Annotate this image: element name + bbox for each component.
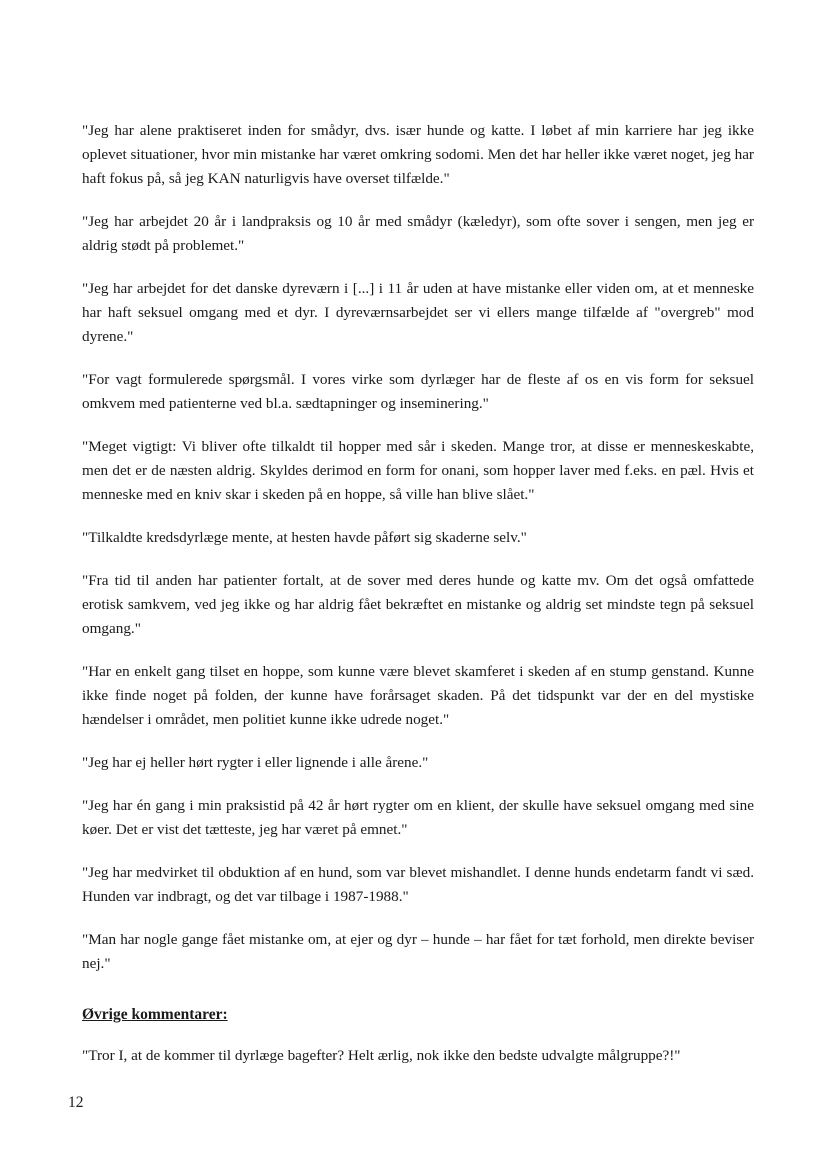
quote-paragraph: "Jeg har arbejdet for det danske dyreværn i [...] i 11 år uden at have mistanke eller viden om, at et menneske har haft seksuel omgang med et dyr. I dyreværnsarbejdet ser vi ellers mange tilfælde af "overgreb" mod dyrene." — [82, 280, 754, 345]
quote-paragraph: "Man har nogle gange fået mistanke om, at ejer og dyr – hunde – har fået for tæt forhold, men direkte beviser nej." — [82, 931, 754, 972]
page-number: 12 — [68, 1094, 84, 1111]
quote-paragraph: "Jeg har alene praktiseret inden for smådyr, dvs. især hunde og katte. I løbet af min karriere har jeg ikke oplevet situationer, hvor min mistanke har været omkring sodomi. Men det har heller ikke været noget, jeg har haft fokus på, så jeg KAN naturligvis have overset tilfælde." — [82, 122, 754, 187]
quote-paragraph: "Tilkaldte kredsdyrlæge mente, at hesten havde påført sig skaderne selv." — [82, 529, 527, 546]
quote-paragraph: "Jeg har én gang i min praksistid på 42 år hørt rygter om en klient, der skulle have seksuel omgang med sine køer. Det er vist det tætteste, jeg har været på emnet." — [82, 797, 754, 838]
document-body — [82, 119, 754, 1087]
quote-paragraph: "Jeg har arbejdet 20 år i landpraksis og 10 år med smådyr (kæledyr), som ofte sover i sengen, men jeg er aldrig stødt på problemet." — [82, 213, 754, 254]
quote-paragraph: "Tror I, at de kommer til dyrlæge bagefter? Helt ærlig, nok ikke den bedste udvalgte målgruppe?!" — [82, 1047, 681, 1064]
quote-paragraph: "Meget vigtigt: Vi bliver ofte tilkaldt til hopper med sår i skeden. Mange tror, at disse er menneskeskabte, men det er de næsten aldrig. Skyldes derimod en form for onani, som hopper laver med f.eks. en pæl. Hvis et menneske med en kniv skar i skeden på en hoppe, så ville han blive slået." — [82, 438, 754, 503]
quote-paragraph: "Fra tid til anden har patienter fortalt, at de sover med deres hunde og katte mv. Om det også omfattede erotisk samkvem, ved jeg ikke og har aldrig fået bekræftet en mistanke og aldrig set mindste tegn på seksuel omgang." — [82, 572, 754, 637]
quote-paragraph: "Jeg har ej heller hørt rygter i eller lignende i alle årene." — [82, 754, 429, 771]
quote-paragraph: "For vagt formulerede spørgsmål. I vores virke som dyrlæger har de fleste af os en vis form for seksuel omkvem med patienterne ved bl.a. sædtapninger og inseminering." — [82, 371, 754, 412]
section-heading: Øvrige kommentarer: — [82, 1006, 228, 1023]
quote-paragraph: "Jeg har medvirket til obduktion af en hund, som var blevet mishandlet. I denne hunds endetarm fandt vi sæd. Hunden var indbragt, og det var tilbage i 1987-1988." — [82, 864, 754, 905]
quote-paragraph: "Har en enkelt gang tilset en hoppe, som kunne være blevet skamferet i skeden af en stump genstand. Kunne ikke finde noget på folden, der kunne have forårsaget skaden. På det tidspunkt var der en del mystiske hændelser i området, men politiet kunne ikke udrede noget." — [82, 663, 754, 728]
